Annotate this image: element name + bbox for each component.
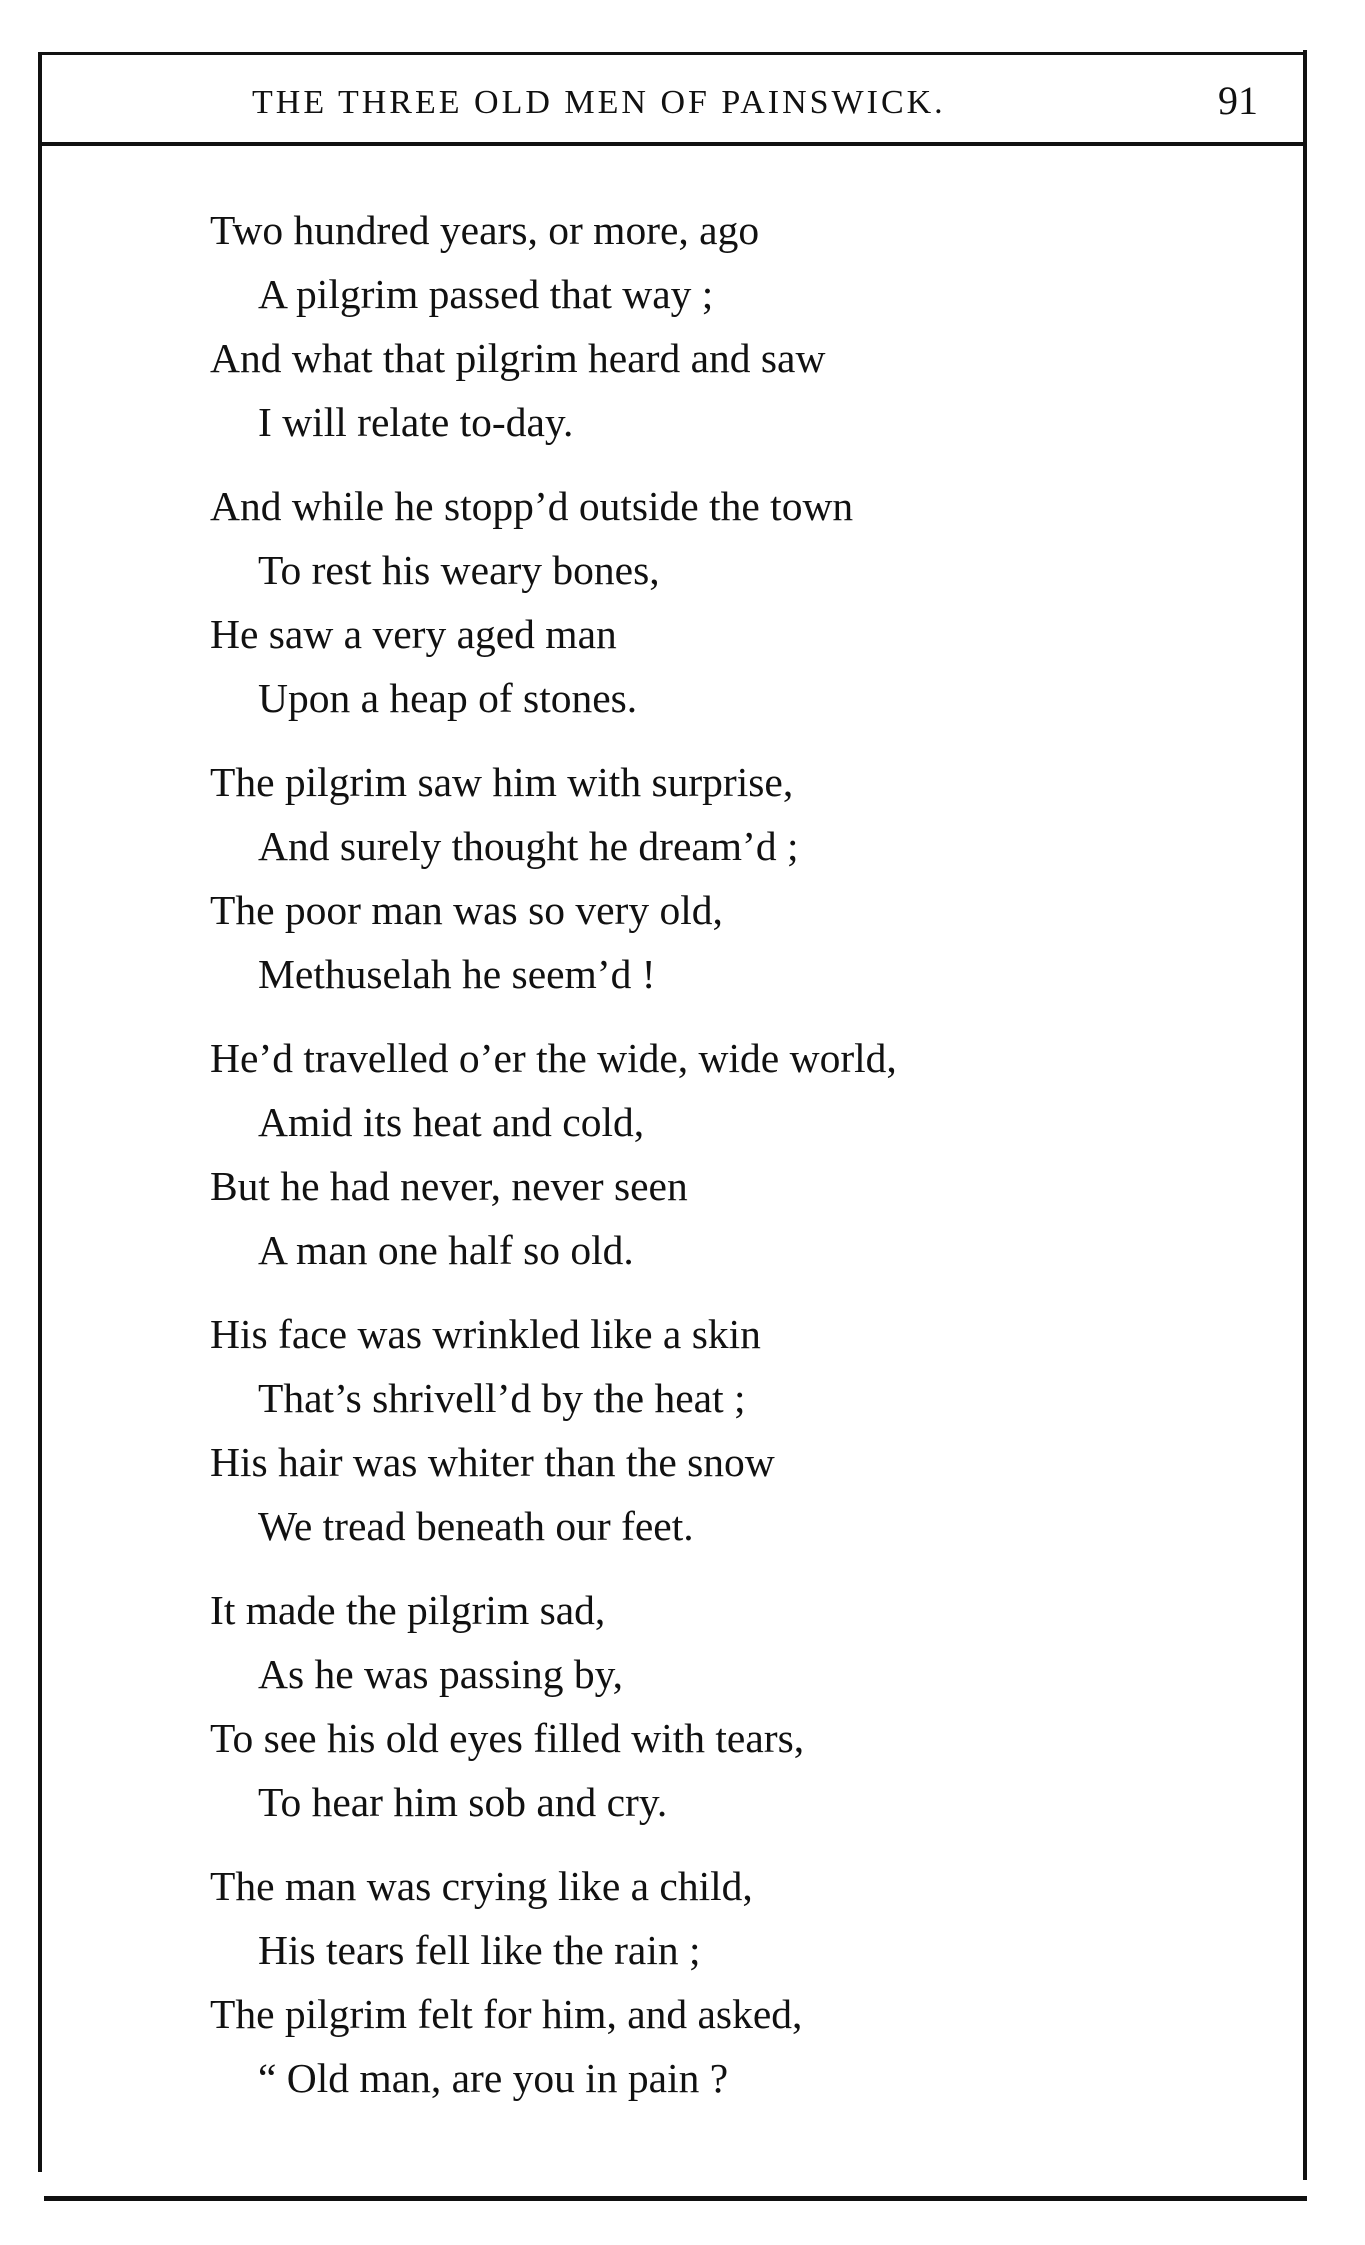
poem-line: I will relate to-day. (258, 399, 574, 445)
stanza (210, 1854, 1260, 2110)
poem-line: His hair was whiter than the snow (210, 1439, 775, 1485)
poem-line: To see his old eyes filled with tears, (210, 1715, 805, 1761)
running-title: THE THREE OLD MEN OF PAINSWICK. (252, 84, 946, 121)
poem-line: As he was passing by, (258, 1651, 624, 1697)
poem (210, 198, 1260, 2130)
poem-line: Amid its heat and cold, (258, 1099, 645, 1145)
poem-line: And while he stopp’d outside the town (210, 483, 854, 529)
poem-line: The pilgrim saw him with surprise, (210, 759, 794, 805)
poem-line: To rest his weary bones, (258, 547, 660, 593)
stanza (210, 750, 1260, 1006)
page-number: 91 (1218, 78, 1258, 123)
poem-line: Upon a heap of stones. (258, 675, 638, 721)
stanza (210, 1026, 1260, 1282)
poem-line: That’s shrivell’d by the heat ; (258, 1375, 746, 1421)
frame-right-rule (1303, 50, 1307, 2180)
poem-line: Methuselah he seem’d ! (258, 951, 656, 997)
frame-bottom-rule (44, 2196, 1307, 2201)
poem-line: He saw a very aged man (210, 611, 617, 657)
poem-line: And surely thought he dream’d ; (258, 823, 799, 869)
poem-line: He’d travelled o’er the wide, wide world, (210, 1035, 897, 1081)
frame-left-rule (38, 52, 42, 2172)
poem-line: And what that pilgrim heard and saw (210, 335, 826, 381)
poem-line: Two hundred years, or more, ago (210, 207, 760, 253)
header-rule (40, 142, 1307, 146)
poem-line: It made the pilgrim sad, (210, 1587, 606, 1633)
stanza (210, 1302, 1260, 1558)
poem-line: His tears fell like the rain ; (258, 1927, 701, 1973)
poem-line: The poor man was so very old, (210, 887, 723, 933)
poem-line: To hear him sob and cry. (258, 1779, 668, 1825)
poem-line: The pilgrim felt for him, and asked, (210, 1991, 803, 2037)
poem-line: A pilgrim passed that way ; (258, 271, 714, 317)
stanza (210, 474, 1260, 730)
poem-line: The man was crying like a child, (210, 1863, 753, 1909)
poem-line: But he had never, never seen (210, 1163, 688, 1209)
frame-top-rule (40, 52, 1307, 55)
poem-line: “ Old man, are you in pain ? (258, 2055, 729, 2101)
poem-line: We tread beneath our feet. (258, 1503, 694, 1549)
poem-line: His face was wrinkled like a skin (210, 1311, 761, 1357)
poem-line: A man one half so old. (258, 1227, 634, 1273)
stanza (210, 1578, 1260, 1834)
stanza (210, 198, 1260, 454)
